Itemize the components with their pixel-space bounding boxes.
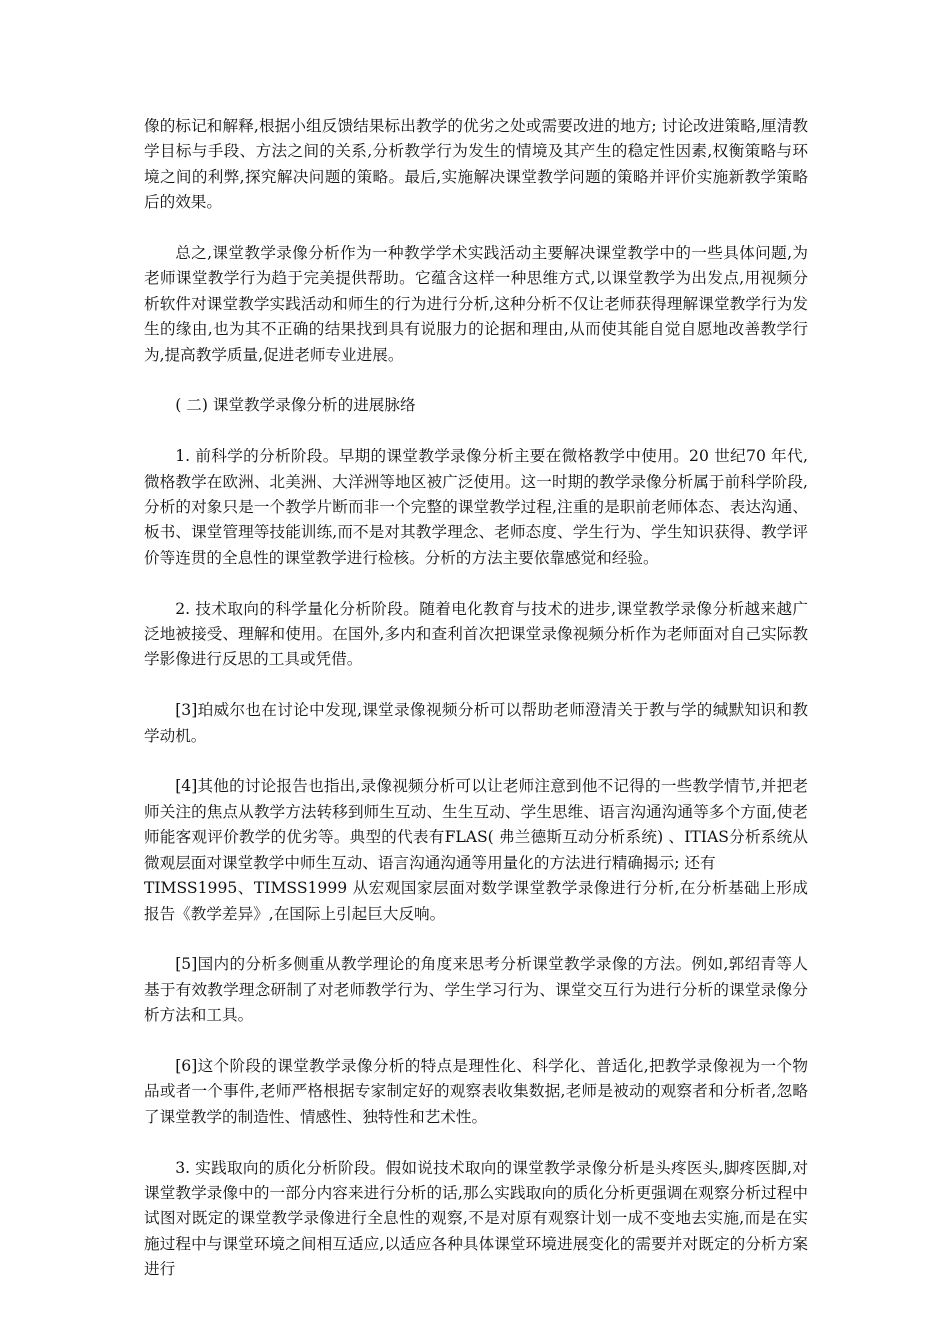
paragraph-ref-6: [6]这个阶段的课堂教学录像分析的特点是理性化、科学化、普适化,把教学录像视为一个物品或者一个事件,老师严格根据专家制定好的观察表收集数据,老师是被动的观察者和分析者,忽略了课堂教学的制造性、情感性、独特性和艺术性。 [144,1056,808,1126]
paragraph-continuation: 像的标记和解释,根据小组反馈结果标出教学的优劣之处或需要改进的地方; 讨论改进策略,厘清教学目标与手段、方法之间的关系,分析教学行为发生的情境及其产生的稳定性因素,权衡策略与环境之间的利弊,探究解决问题的策略。最后,实施解决课堂教学问题的策略并评价实施新教学策略后的效果。 [144,117,808,212]
paragraph-stage-1: 1. 前科学的分析阶段。早期的课堂教学录像分析主要在微格教学中使用。20 世纪70 年代,微格教学在欧洲、北美洲、大洋洲等地区被广泛使用。这一时期的教学录像分析属于前科学阶段,分析的对象只是一个教学片断而非一个完整的课堂教学过程,注重的是职前老师体态、表达沟通、板书、课堂管理等技能训练,而不是对其教学理念、老师态度、学生行为、学生知识获得、教学评价等连贯的全息性的课堂教学进行检核。分析的方法主要依靠感觉和经验。 [144,447,808,567]
paragraph-summary: 总之,课堂教学录像分析作为一种教学学术实践活动主要解决课堂教学中的一些具体问题,为老师课堂教学行为趋于完美提供帮助。它蕴含这样一种思维方式,以课堂教学为出发点,用视频分析软件对课堂教学实践活动和师生的行为进行分析,这种分析不仅让老师获得理解课堂教学行为发生的缘由,也为其不正确的结果找到具有说服力的论据和理由,从而使其能自觉自愿地改善教学行为,提高教学质量,促进老师专业进展。 [144,244,808,364]
section-heading: ( 二) 课堂教学录像分析的进展脉络 [175,396,416,415]
paragraph-stage-3: 3. 实践取向的质化分析阶段。假如说技术取向的课堂教学录像分析是头疼医头,脚疼医脚,对课堂教学录像中的一部分内容来进行分析的话,那么实践取向的质化分析更强调在观察分析过程中试图对既定的课堂教学录像进行全息性的观察,不是对原有观察计划一成不变地去实施,而是在实施过程中与课堂环境之间相互适应,以适应各种具体课堂环境进展变化的需要并对既定的分析方案进行 [144,1158,808,1279]
paragraph-ref-5: [5]国内的分析多侧重从教学理论的角度来思考分析课堂教学录像的方法。例如,郭绍青等人基于有效教学理念研制了对老师教学行为、学生学习行为、课堂交互行为进行分析的课堂录像分析方法和工具。 [144,955,808,1025]
paragraph-ref-3: [3]珀威尔也在讨论中发现,课堂录像视频分析可以帮助老师澄清关于教与学的缄默知识和教学动机。 [144,701,808,745]
document-body [144,114,808,1308]
paragraph-stage-2: 2. 技术取向的科学量化分析阶段。随着电化教育与技术的进步,课堂教学录像分析越来越广泛地被接受、理解和使用。在国外,多内和查利首次把课堂录像视频分析作为老师面对自己实际教学影像进行反思的工具或凭借。 [144,599,808,669]
paragraph-ref-4: [4]其他的讨论报告也指出,录像视频分析可以让老师注意到他不记得的一些教学情节,并把老师关注的焦点从教学方法转移到师生互动、生生互动、学生思维、语言沟通沟通等多个方面,使老师能客观评价教学的优劣等。典型的代表有FLAS( 弗兰德斯互动分析系统) 、ITIAS分析系统从微观层面对课堂教学中师生互动、语言沟通沟通等用量化的方法进行精确揭示; 还有 TIMSS1995、TIMSS1999 从宏观国家层面对数学课堂教学录像进行分析,在分析基础上形成报告《教学差异》,在国际上引起巨大反响。 [144,777,808,923]
